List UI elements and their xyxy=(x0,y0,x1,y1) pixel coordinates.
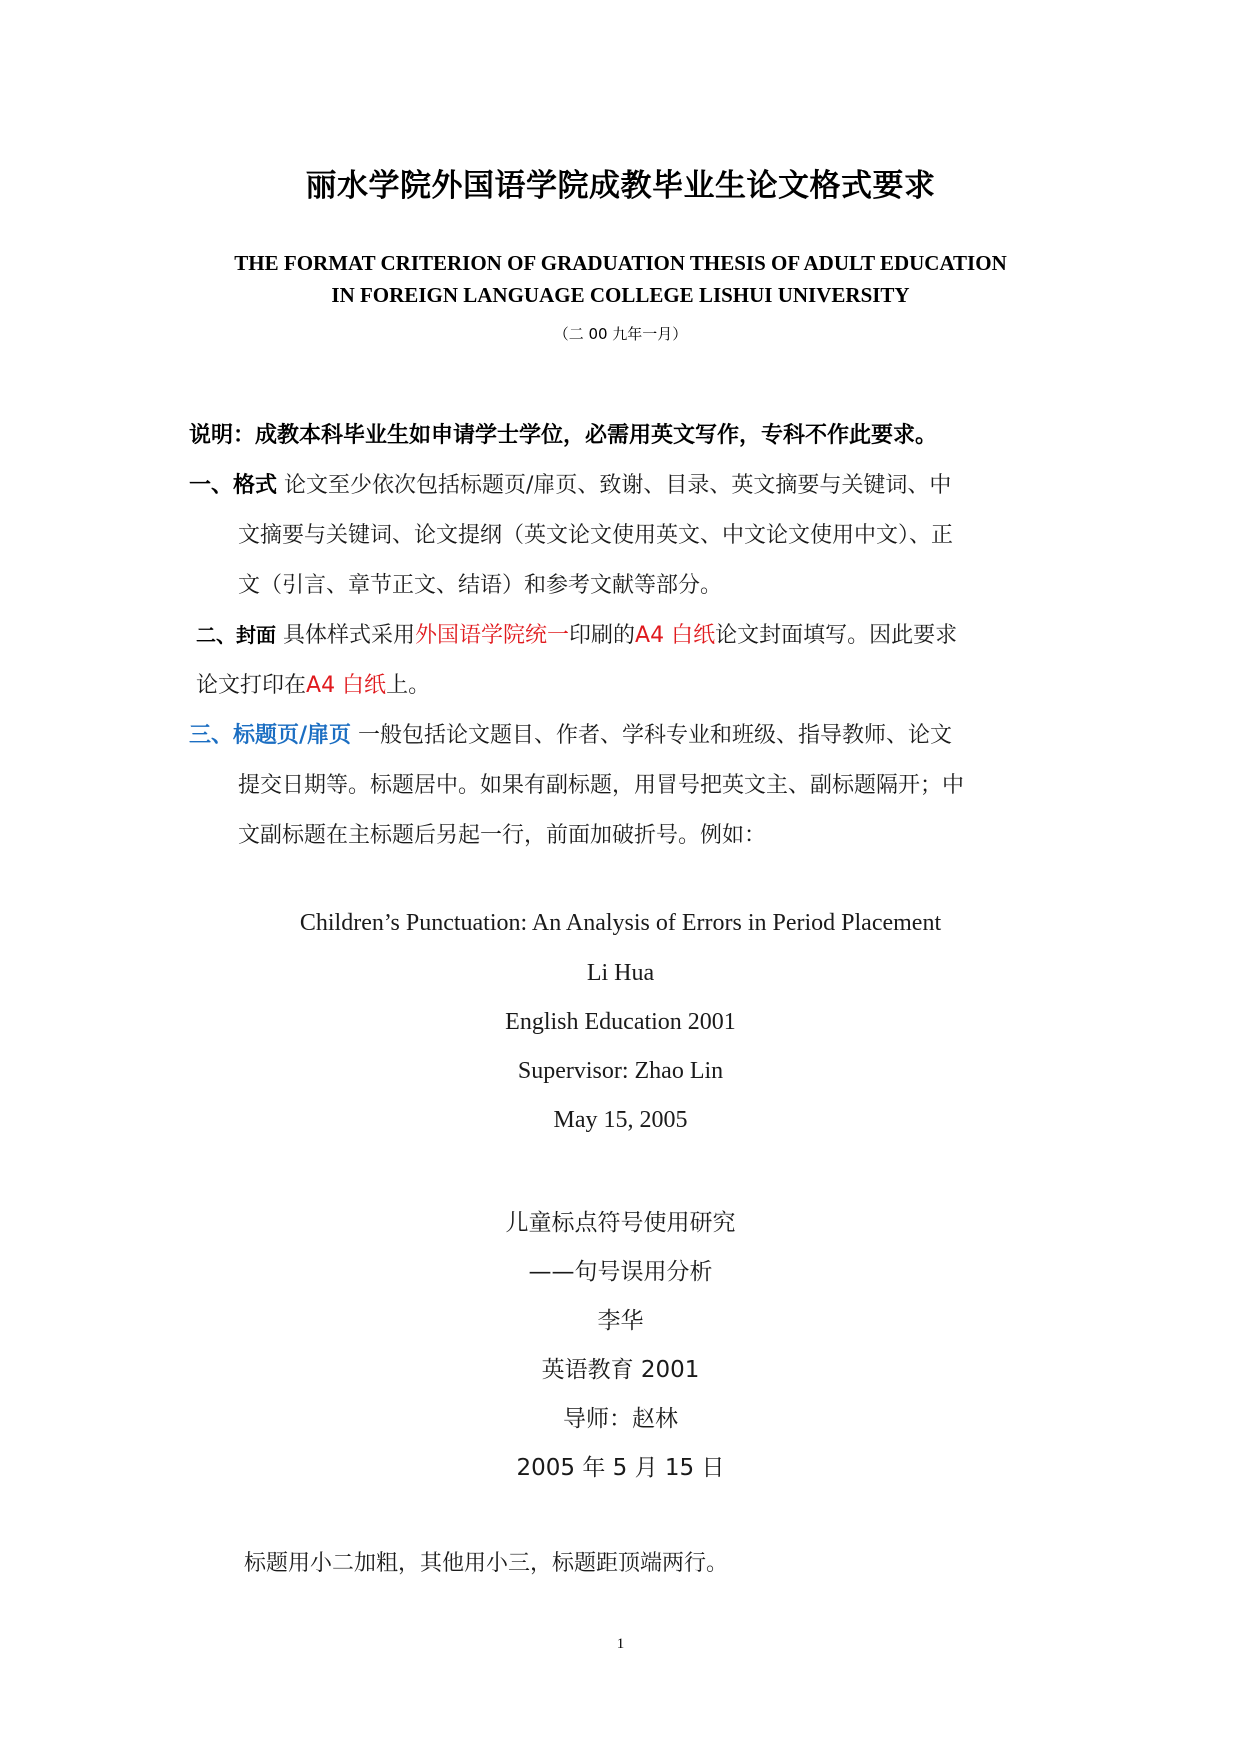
section-format-line-3: 文（引言、章节正文、结语）和参考文献等部分。 xyxy=(238,573,723,598)
section-titlepage-text: 一般包括论文题目、作者、学科专业和班级、指导教师、论文 xyxy=(358,723,953,748)
section-cover-text-1: 具体样式采用 xyxy=(283,623,416,648)
example-cn-author: 李华 xyxy=(597,1308,644,1334)
section-cover-line-1 xyxy=(196,618,957,649)
example-cn-date: 2005 年 5 月 15 日 xyxy=(516,1455,725,1481)
section-titlepage-line-2: 提交日期等。标题居中。如果有副标题，用冒号把英文主、副标题隔开；中 xyxy=(238,773,965,798)
example-cn-subtitle: ——句号误用分析 xyxy=(528,1259,713,1285)
format-footnote: 标题用小二加粗，其他用小三，标题距顶端两行。 xyxy=(244,1551,729,1576)
example-cn-major: 英语教育 2001 xyxy=(541,1357,700,1383)
section-cover-line2-text-2: 上。 xyxy=(386,673,431,698)
page-number: 1 xyxy=(616,1636,625,1652)
page-title: 丽水学院外国语学院成教毕业生论文格式要求 xyxy=(305,168,936,204)
section-titlepage-line-3: 文副标题在主标题后另起一行，前面加破折号。例如： xyxy=(238,823,767,848)
section-cover-highlight-2: A4 白纸 xyxy=(635,623,716,648)
english-title-line-1: THE FORMAT CRITERION OF GRADUATION THESIS OF ADULT EDUCATION xyxy=(234,251,1007,275)
section-titlepage-line-1 xyxy=(189,718,952,749)
section-cover-line2-text-1: 论文打印在 xyxy=(196,673,307,698)
example-en-title: Children’s Punctuation: An Analysis of Errors in Period Placement xyxy=(299,910,942,936)
section-format-line-1 xyxy=(189,468,951,499)
section-format-label: 一、格式 xyxy=(189,473,278,498)
section-cover-text-2: 印刷的 xyxy=(569,623,636,648)
section-format-line-2: 文摘要与关键词、论文提纲（英文论文使用英文、中文论文使用中文）、正 xyxy=(238,523,954,548)
example-en-supervisor: Supervisor: Zhao Lin xyxy=(517,1058,724,1084)
english-title-line-2: IN FOREIGN LANGUAGE COLLEGE LISHUI UNIVERSITY xyxy=(331,283,910,307)
section-titlepage-label: 三、标题页/扉页 xyxy=(189,723,352,748)
example-en-major: English Education 2001 xyxy=(505,1009,736,1035)
example-en-author: Li Hua xyxy=(586,960,655,986)
example-en-date: May 15, 2005 xyxy=(553,1107,688,1133)
example-cn-supervisor: 导师：赵林 xyxy=(563,1406,678,1432)
section-cover-highlight-1: 外国语学院统一 xyxy=(415,623,570,648)
note-paragraph: 说明：成教本科毕业生如申请学士学位，必需用英文写作，专科不作此要求。 xyxy=(189,423,938,448)
section-cover-line-2 xyxy=(196,668,430,699)
section-cover-text-3: 论文封面填写。因此要求 xyxy=(715,623,958,648)
section-cover-label: 二、封面 xyxy=(196,623,276,647)
section-cover-line2-highlight: A4 白纸 xyxy=(306,673,387,698)
document-date: （二 00 九年一月） xyxy=(553,325,688,343)
example-cn-title: 儿童标点符号使用研究 xyxy=(505,1210,736,1236)
section-format-text: 论文至少依次包括标题页/扉页、致谢、目录、英文摘要与关键词、中 xyxy=(284,473,952,498)
